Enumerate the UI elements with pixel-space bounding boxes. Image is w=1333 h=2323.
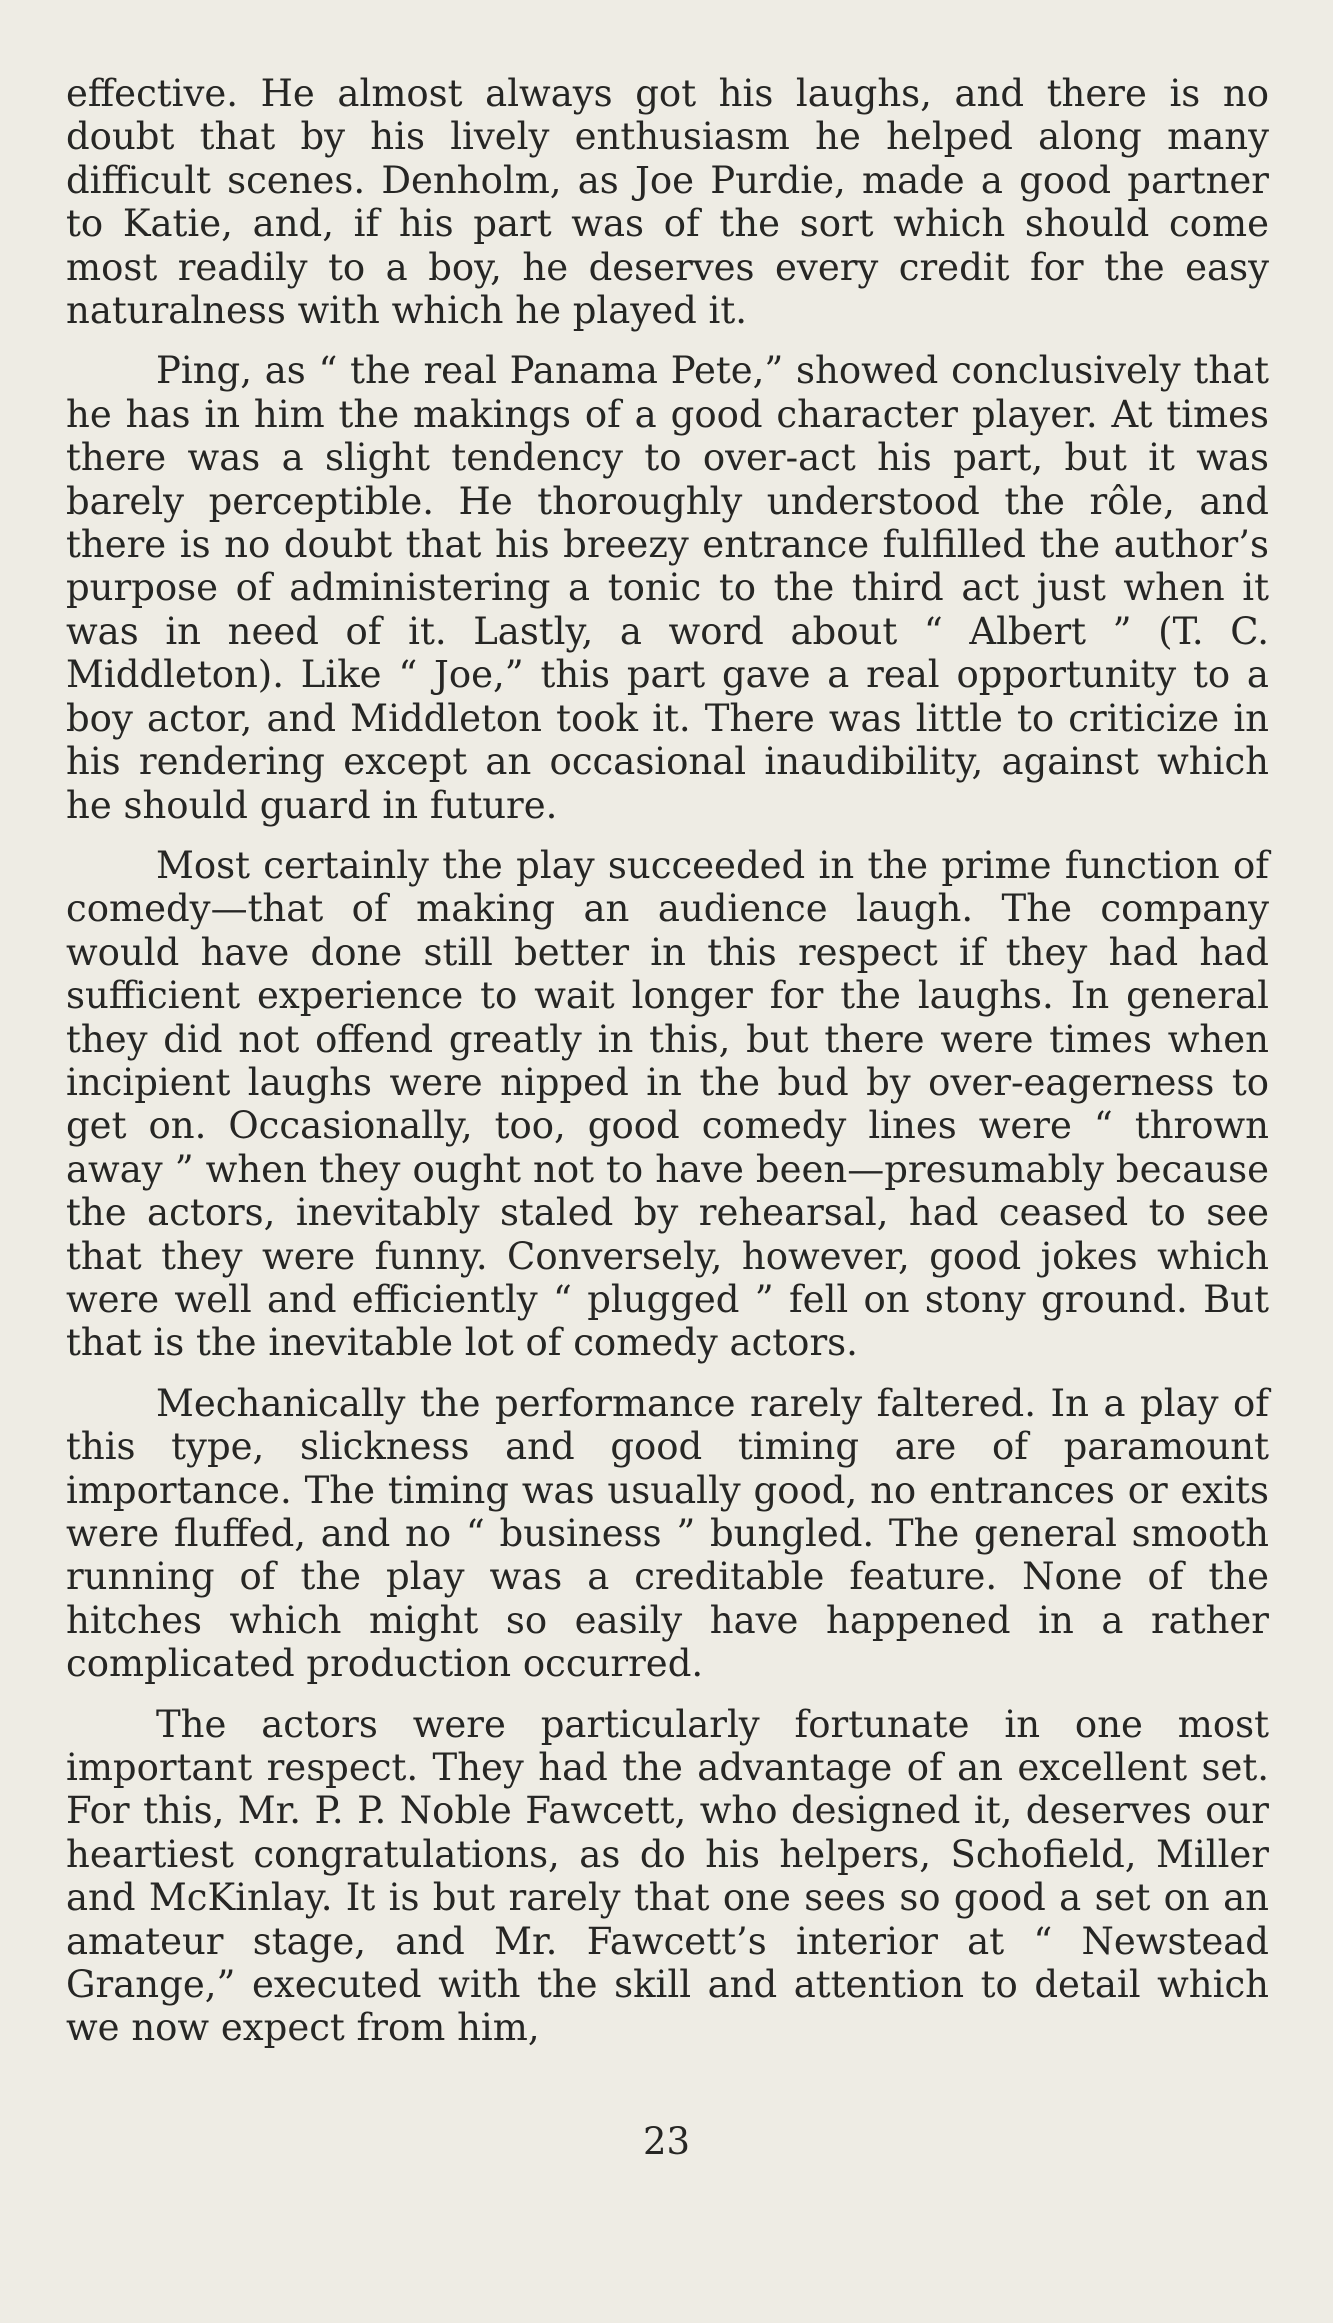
- paragraph-2: Ping, as “ the real Panama Pete,” showed conclusively that he has in him the makings of a good character player. At times there was a slight tendency to over-act his part, but it was barely perceptible. He thoroughly understood the rôle, and there is no doubt that his breezy entrance fulfilled the author’s purpose of administering a tonic to the third act just when it was in need of it. Lastly, a word about “ Albert ” (T. C. Middleton). Like “ Joe,” this part gave a real opportunity to a boy actor, and Middleton took it. There was little to criticize in his rendering except an occasional inaudibility, against which he should guard in future.: [66, 349, 1269, 827]
- paragraph-3: Most certainly the play succeeded in the prime function of comedy—that of making an audience laugh. The company would have done still better in this respect if they had had sufficient experience to wait longer for the laughs. In general they did not offend greatly in this, but there were times when incipient laughs were nipped in the bud by over-eagerness to get on. Occasionally, too, good comedy lines were “ thrown away ” when they ought not to have been—presumably because the actors, inevitably staled by rehearsal, had ceased to see that they were funny. Conversely, however, good jokes which were well and efficiently “ plugged ” fell on stony ground. But that is the inevitable lot of comedy actors.: [66, 843, 1269, 1365]
- page-body: [66, 72, 1269, 2067]
- paragraph-5: The actors were particularly fortunate in one most important respect. They had the advantage of an excellent set. For this, Mr. P. P. Noble Fawcett, who designed it, deserves our heartiest congratulations, as do his helpers, Schofield, Miller and McKinlay. It is but rarely that one sees so good a set on an amateur stage, and Mr. Fawcett’s interior at “ Newstead Grange,” executed with the skill and attention to detail which we now expect from him,: [66, 1702, 1269, 2050]
- page-number: 23: [642, 2120, 691, 2163]
- paragraph-1: effective. He almost always got his laughs, and there is no doubt that by his lively enthusiasm he helped along many difficult scenes. Denholm, as Joe Purdie, made a good partner to Katie, and, if his part was of the sort which should come most readily to a boy, he deserves every credit for the easy naturalness with which he played it.: [66, 72, 1269, 333]
- paragraph-4: Mechanically the performance rarely faltered. In a play of this type, slickness and good timing are of paramount importance. The timing was usually good, no entrances or exits were fluffed, and no “ business ” bungled. The general smooth running of the play was a creditable feature. None of the hitches which might so easily have happened in a rather complicated production occurred.: [66, 1381, 1269, 1686]
